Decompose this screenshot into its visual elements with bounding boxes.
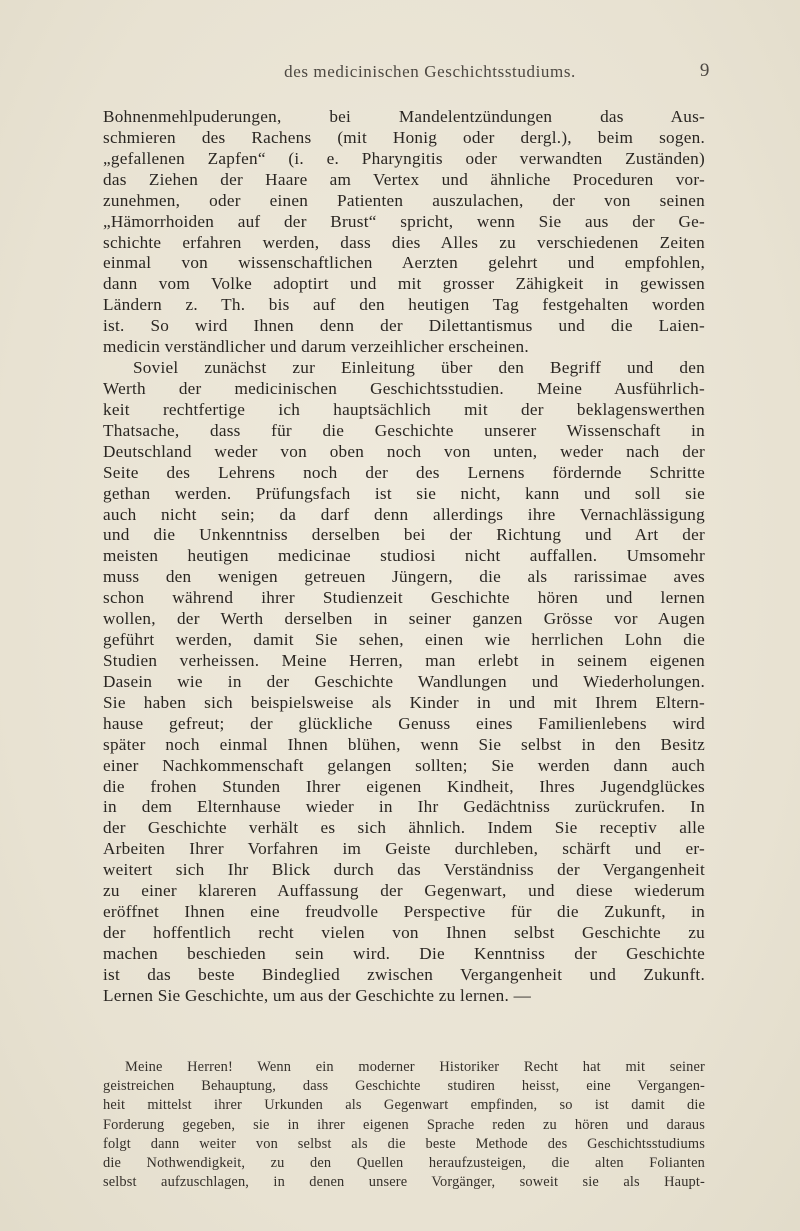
text-line: zu einer klareren Auffassung der Gegenwart, und diese wiederum	[103, 881, 705, 901]
text-line: machen beschieden sein wird. Die Kenntniss der Geschichte	[103, 943, 705, 963]
text-line: Bohnenmehlpuderungen, bei Mandelentzündungen das Aus-	[103, 107, 705, 126]
page-number: 9	[699, 60, 710, 81]
text-line: einer Nachkommenschaft gelangen sollten; Sie werden dann auch	[103, 755, 705, 775]
running-head	[100, 62, 710, 86]
footnote-line: folgt dann weiter von selbst als die beste Methode des Geschichtsstudiums	[103, 1135, 705, 1152]
footnote-text	[103, 1058, 705, 1192]
text-line: Deutschland weder von oben noch von unten, weder nach der	[103, 441, 705, 461]
text-line: Dasein wie in der Geschichte Wandlungen und Wiederholungen.	[103, 671, 705, 691]
text-line: eröffnet Ihnen eine freudvolle Perspective für die Zukunft, in	[103, 902, 705, 922]
text-line: keit rechtfertige ich hauptsächlich mit der beklagenswerthen	[103, 399, 705, 419]
text-line: ist das beste Bindeglied zwischen Vergangenheit und Zukunft.	[103, 964, 705, 984]
text-line: gethan werden. Prüfungsfach ist sie nicht, kann und soll sie	[103, 483, 705, 503]
text-line: einmal von wissenschaftlichen Aerzten gelehrt und empfohlen,	[103, 253, 705, 273]
text-line: auch nicht sein; da darf denn allerdings ihre Vernachlässigung	[103, 504, 705, 524]
text-line: in dem Elternhause wieder in Ihr Gedächtniss zurückrufen. In	[103, 797, 705, 817]
text-line: und die Unkenntniss derselben bei der Richtung und Art der	[103, 525, 705, 545]
text-line: dann vom Volke adoptirt und mit grosser Zähigkeit in gewissen	[103, 274, 705, 294]
text-line: wollen, der Werth derselben in seiner ganzen Grösse vor Augen	[103, 609, 705, 629]
text-line: schichte erfahren werden, dass dies Alles zu verschiedenen Zeiten	[103, 232, 705, 252]
text-line: Thatsache, dass für die Geschichte unserer Wissenschaft in	[103, 420, 705, 440]
text-line: schmieren des Rachens (mit Honig oder dergl.), beim sogen.	[103, 127, 705, 147]
text-line: Studien verheissen. Meine Herren, man erlebt in seinem eigenen	[103, 650, 705, 670]
text-line: Sie haben sich beispielsweise als Kinder in und mit Ihrem Eltern-	[103, 692, 705, 712]
text-line: geführt werden, damit Sie sehen, einen wie herrlichen Lohn die	[103, 630, 705, 650]
text-line: die frohen Stunden Ihrer eigenen Kindheit, Ihres Jugendglückes	[103, 776, 705, 796]
text-line: hause gefreut; der glückliche Genuss eines Familienlebens wird	[103, 713, 705, 733]
text-line: Lernen Sie Geschichte, um aus der Geschichte zu lernen. —	[103, 985, 532, 1005]
text-line: der Geschichte verhält es sich ähnlich. Indem Sie receptiv alle	[103, 818, 705, 838]
text-line: zunehmen, oder einen Patienten auszulachen, der von seinen	[103, 190, 705, 210]
footnote-line: Forderung gegeben, sie in ihrer eigenen Sprache reden zu hören und daraus	[103, 1116, 705, 1133]
text-line: muss den wenigen getreuen Jüngern, die als rarissimae aves	[103, 567, 705, 587]
footnote-line: die Nothwendigkeit, zu den Quellen heraufzusteigen, die alten Folianten	[103, 1154, 705, 1171]
text-line: medicin verständlicher und darum verzeihlicher erscheinen.	[103, 337, 529, 357]
text-line: Arbeiten Ihrer Vorfahren im Geiste durchleben, schärft und er-	[103, 839, 705, 859]
text-line: weitert sich Ihr Blick durch das Verständniss der Vergangenheit	[103, 860, 705, 880]
text-line: ist. So wird Ihnen denn der Dilettantismus und die Laien-	[103, 316, 705, 336]
text-line: „gefallenen Zapfen“ (i. e. Pharyngitis oder verwandten Zuständen)	[103, 148, 705, 168]
text-line: der hoffentlich recht vielen von Ihnen selbst Geschichte zu	[103, 922, 705, 942]
body-text	[103, 107, 705, 1007]
footnote-line: selbst aufzuschlagen, in denen unsere Vorgänger, soweit sie als Haupt-	[103, 1174, 705, 1191]
footnote-line: geistreichen Behauptung, dass Geschichte studiren heisst, eine Vergangen-	[103, 1078, 705, 1095]
text-line: später noch einmal Ihnen blühen, wenn Sie selbst in den Besitz	[103, 734, 705, 754]
text-line: schon während ihrer Studienzeit Geschichte hören und lernen	[103, 588, 705, 608]
text-line: das Ziehen der Haare am Vertex und ähnliche Proceduren vor-	[103, 169, 705, 189]
running-head-title: des medicinischen Geschichtsstudiums.	[284, 62, 576, 81]
text-line: meisten heutigen medicinae studiosi nicht auffallen. Umsomehr	[103, 546, 705, 566]
text-line: Seite des Lehrens noch der des Lernens fördernde Schritte	[103, 462, 705, 482]
footnote-first-line: Meine Herren! Wenn ein moderner Historiker Recht hat mit seiner	[125, 1059, 705, 1075]
footnote-line: heit mittelst ihrer Urkunden als Gegenwart empfinden, so ist damit die	[103, 1097, 705, 1114]
paragraph-first-line: Soviel zunächst zur Einleitung über den Begriff und den	[133, 358, 705, 378]
text-line: Ländern z. Th. bis auf den heutigen Tag festgehalten worden	[103, 295, 705, 315]
text-line: „Hämorrhoiden auf der Brust“ spricht, wenn Sie aus der Ge-	[103, 211, 705, 231]
text-line: Werth der medicinischen Geschichtsstudien. Meine Ausführlich-	[103, 378, 705, 398]
